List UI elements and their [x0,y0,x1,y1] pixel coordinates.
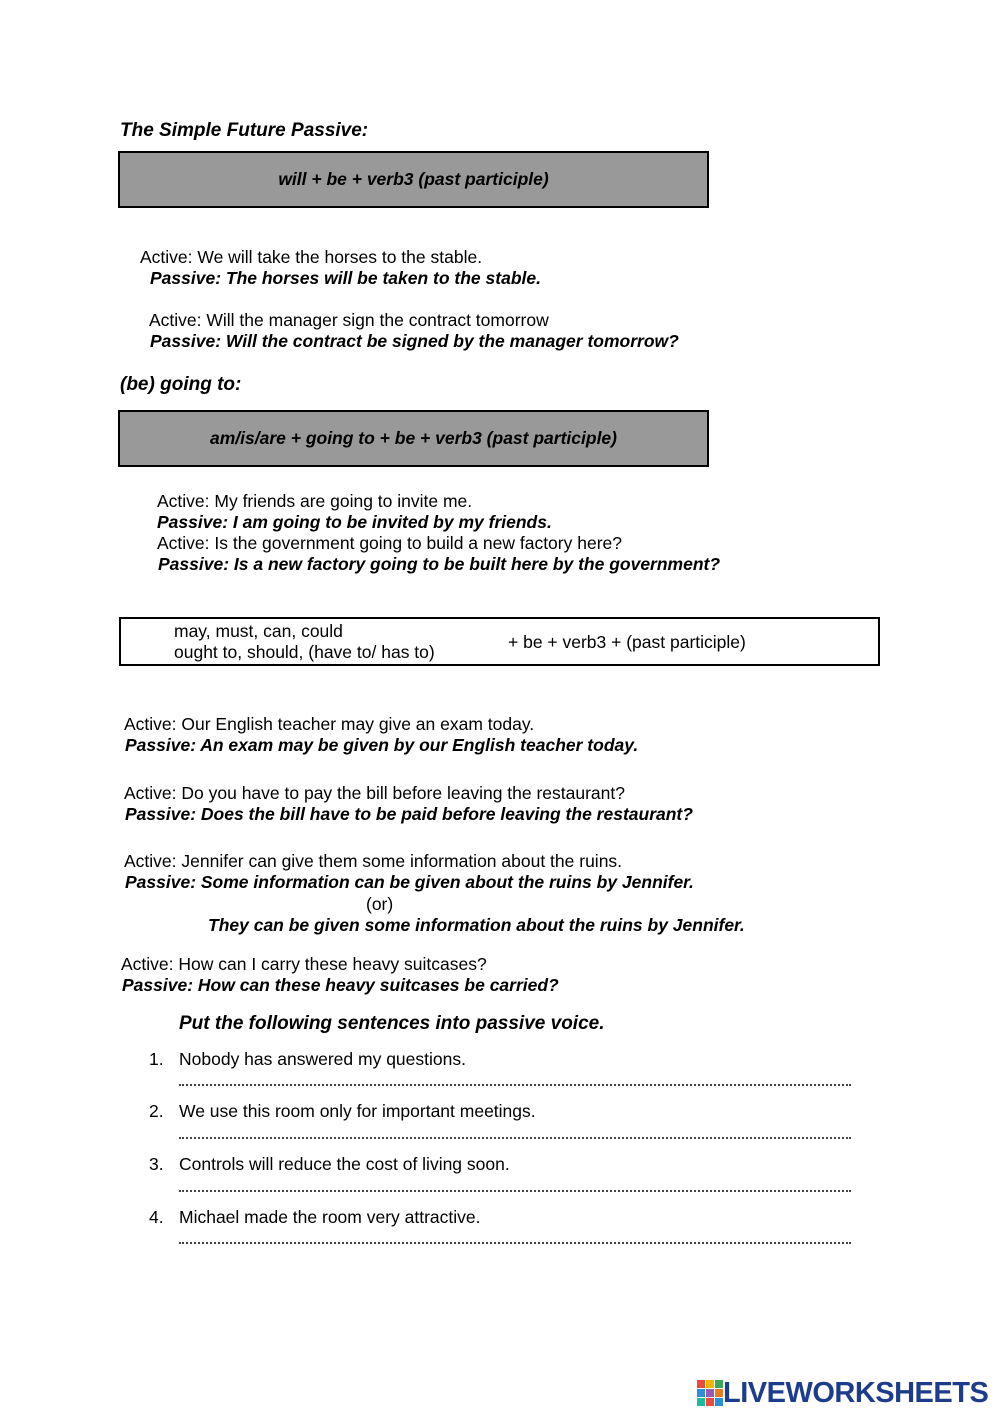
passive-sentence: Passive: I am going to be invited by my friends. [157,512,552,532]
formula-box-going-to [118,410,709,467]
active-sentence: Active: Will the manager sign the contract tomorrow [149,310,549,330]
item-number: 1. [149,1049,164,1069]
passive-alternative: They can be given some information about the ruins by Jennifer. [208,915,745,935]
exercise-instruction: Put the following sentences into passive voice. [179,1013,605,1034]
formula-text: will + be + verb3 (past participle) [278,169,549,189]
passive-sentence: Passive: An exam may be given by our English teacher today. [125,735,639,755]
modal-list-line-1: may, must, can, could [174,621,343,641]
passive-sentence: Passive: Will the contract be signed by the manager tomorrow? [150,331,679,351]
answer-line[interactable] [179,1084,851,1086]
modal-rule-box [119,617,880,666]
modal-rule-text: + be + verb3 + (past participle) [508,632,746,652]
passive-sentence: Passive: Does the bill have to be paid before leaving the restaurant? [125,804,693,824]
formula-text: am/is/are + going to + be + verb3 (past participle) [209,428,617,448]
formula-box-simple-future [118,151,709,208]
passive-sentence: Passive: Some information can be given about the ruins by Jennifer. [125,872,694,892]
liveworksheets-logo-icon [697,1380,723,1406]
passive-sentence: Passive: How can these heavy suitcases be carried? [122,975,559,995]
exercise-sentence: Nobody has answered my questions. [179,1049,466,1069]
section-heading-simple-future: The Simple Future Passive: [120,120,369,141]
liveworksheets-logo[interactable] [697,1377,988,1409]
answer-line[interactable] [179,1242,851,1244]
item-number: 2. [149,1101,164,1121]
answer-line[interactable] [179,1190,851,1192]
active-sentence: Active: How can I carry these heavy suitcases? [121,954,487,974]
item-number: 3. [149,1154,164,1174]
modal-list-line-2: ought to, should, (have to/ has to) [174,642,435,662]
exercise-sentence: Controls will reduce the cost of living soon. [179,1154,510,1174]
passive-sentence: Passive: Is a new factory going to be built here by the government? [158,554,721,574]
active-sentence: Active: We will take the horses to the stable. [140,247,483,267]
exercise-sentence: Michael made the room very attractive. [179,1207,481,1227]
answer-line[interactable] [179,1137,851,1139]
passive-sentence: Passive: The horses will be taken to the stable. [150,268,541,288]
active-sentence: Active: Our English teacher may give an exam today. [124,714,535,734]
item-number: 4. [149,1207,164,1227]
or-separator: (or) [366,894,394,914]
section-heading-going-to: (be) going to: [120,374,242,395]
liveworksheets-logo-text: LIVEWORKSHEETS [723,1376,989,1409]
active-sentence: Active: My friends are going to invite me. [157,491,473,511]
active-sentence: Active: Jennifer can give them some information about the ruins. [124,851,623,871]
exercise-sentence: We use this room only for important meetings. [179,1101,536,1121]
active-sentence: Active: Do you have to pay the bill before leaving the restaurant? [124,783,625,803]
active-sentence: Active: Is the government going to build a new factory here? [157,533,622,553]
